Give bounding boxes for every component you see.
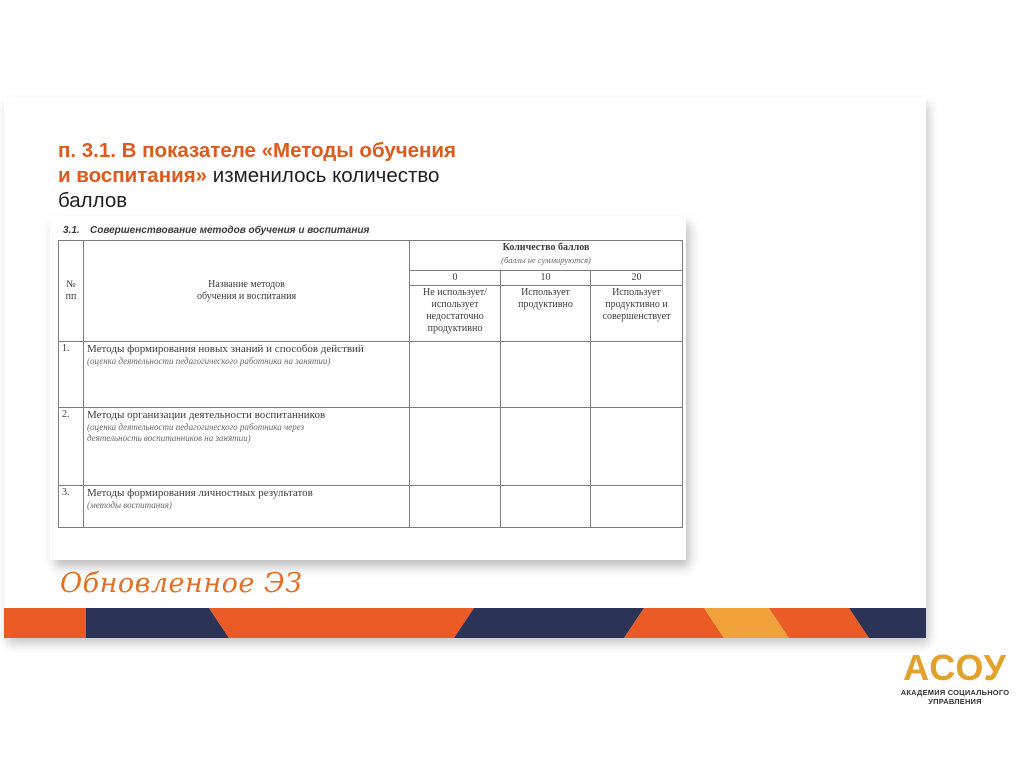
header-method-name: [84, 241, 410, 342]
row-number: 3.: [59, 486, 84, 528]
logo-line2: УПРАВЛЕНИЯ: [928, 697, 982, 706]
table-row: [59, 342, 683, 408]
header-score: [410, 241, 683, 271]
score-cell: [501, 408, 591, 486]
score-description-10: Использует продуктивно: [501, 286, 591, 342]
handwritten-caption: Обновленное ЭЗ: [60, 568, 303, 599]
score-cell: [410, 408, 501, 486]
band-segment-orange-mid: [209, 608, 474, 638]
row-note: (оценка деятельности педагогического работника на занятии): [87, 356, 331, 366]
row-method: [84, 408, 410, 486]
band-segment-navy-left: [86, 608, 229, 638]
band-segment-navy-mid: [454, 608, 644, 638]
row-number: 1.: [59, 342, 84, 408]
score-description-20: Использует продуктивно и совершенствует: [591, 286, 683, 342]
header-method-name-line2: обучения и воспитания: [196, 291, 297, 302]
header-num: № пп: [59, 241, 84, 342]
score-cell: [591, 342, 683, 408]
section-number: 3.1.: [63, 225, 80, 236]
section-title: [63, 225, 369, 236]
band-segment-orange-left: [4, 608, 86, 638]
row-note: (оценка деятельности педагогического работника через деятельность воспитанников на занятии): [87, 422, 305, 443]
slide-heading: [58, 138, 456, 213]
heading-highlight-line2: и воспитания»: [58, 164, 208, 187]
header-score-note: (баллы не суммируются): [501, 255, 591, 265]
heading-rest-line3: баллов: [58, 189, 128, 212]
methods-table: [58, 240, 683, 528]
score-cell: [501, 486, 591, 528]
score-cell: [591, 486, 683, 528]
logo-mark: АСОУ: [903, 647, 1007, 688]
asou-logo: [892, 648, 1018, 706]
row-number: 2.: [59, 408, 84, 486]
score-cell: [410, 486, 501, 528]
score-cell: [410, 342, 501, 408]
row-method: [84, 342, 410, 408]
score-value-20: 20: [591, 271, 683, 286]
heading-highlight-line1: п. 3.1. В показателе «Методы обучения: [58, 139, 456, 162]
score-cell: [501, 342, 591, 408]
row-title: Методы формирования личностных результатов: [87, 487, 313, 499]
score-cell: [591, 408, 683, 486]
row-title: Методы формирования новых знаний и способов действий: [87, 343, 364, 355]
score-description-0: Не использует/ использует недостаточно продуктивно: [410, 286, 501, 342]
row-title: Методы организации деятельности воспитанников: [87, 409, 326, 421]
row-note: (методы воспитания): [87, 500, 172, 510]
presentation-slide: [4, 98, 926, 638]
decorative-color-band: [4, 608, 926, 638]
section-title-text: Совершенствование методов обучения и воспитания: [90, 225, 370, 236]
header-method-name-line1: Название методов: [208, 279, 285, 290]
score-value-0: 0: [410, 271, 501, 286]
table-row: [59, 408, 683, 486]
table-row: [59, 486, 683, 528]
logo-line1: АКАДЕМИЯ СОЦИАЛЬНОГО: [900, 688, 1010, 697]
table-screenshot: [50, 216, 686, 560]
score-value-10: 10: [501, 271, 591, 286]
header-score-title: Количество баллов: [502, 242, 590, 253]
row-method: [84, 486, 410, 528]
heading-rest-line2: изменилось количество: [207, 164, 440, 187]
